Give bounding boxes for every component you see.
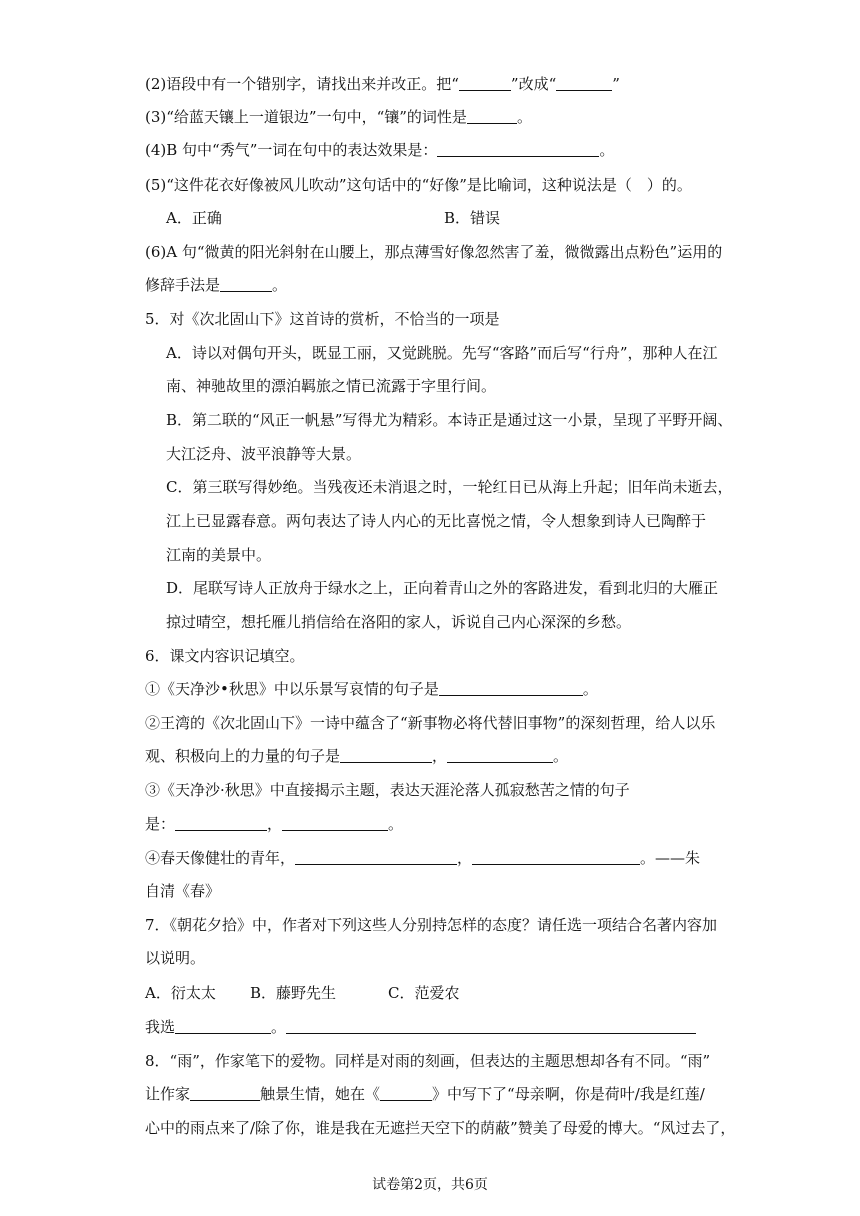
blank[interactable] xyxy=(175,1018,271,1034)
blank[interactable] xyxy=(220,276,272,292)
q6-item3-line2: 是： ， 。 xyxy=(145,815,404,833)
q7-stem-line1: 7．《朝花夕拾》中，作者对下列这些人分别持怎样的态度？请任选一项结合名著内容加 xyxy=(145,916,718,934)
q4-sub3: (3)“给蓝天镶上一道银边”一句中，“镶”的词性是 。 xyxy=(145,108,532,126)
blank[interactable] xyxy=(286,1018,696,1034)
q7-option-b[interactable]: B．藤野先生 xyxy=(250,984,337,1002)
q6-item2-line1: ②王湾的《次北固山下》一诗中蕴含了“新事物必将代替旧事物”的深刻哲理，给人以乐 xyxy=(145,714,716,732)
q7-stem-line2: 以说明。 xyxy=(145,949,206,967)
q6-item3-line1: ③《天净沙·秋思》中直接揭示主题，表达天涯沦落人孤寂愁苦之情的句子 xyxy=(145,781,630,799)
blank[interactable] xyxy=(175,815,267,831)
q5-option-b-line2: 大江泛舟、波平浪静等大景。 xyxy=(166,445,362,463)
blank[interactable] xyxy=(295,849,457,865)
q6-stem: 6．课文内容识记填空。 xyxy=(145,647,305,665)
q5-option-a-line1[interactable]: A．诗以对偶句开头，既显工丽，又觉跳脱。先写“客路”而后写“行舟”，那种人在江 xyxy=(166,344,718,362)
blank[interactable] xyxy=(467,108,517,124)
q5-option-d-line1[interactable]: D．尾联写诗人正放舟于绿水之上，正向着青山之外的客路进发，看到北归的大雁正 xyxy=(166,579,719,597)
q6-item4-line1: ④春天像健壮的青年， ， 。——朱 xyxy=(145,849,701,867)
q5-option-c-line1[interactable]: C．第三联写得妙绝。当残夜还未消退之时，一轮红日已从海上升起；旧年尚未逝去， xyxy=(166,478,733,496)
q4-sub5-option-a[interactable]: A．正确 xyxy=(166,209,222,227)
blank[interactable] xyxy=(340,747,432,763)
blank[interactable] xyxy=(447,747,553,763)
q4-sub4: (4)B 句中“秀气”一词在句中的表达效果是： 。 xyxy=(145,141,615,159)
page-footer: 试卷第2页，共6页 xyxy=(372,1177,488,1193)
q5-option-b-line1[interactable]: B．第二联的“风正一帆悬”写得尤为精彩。本诗正是通过这一小景，呈现了平野开阔、 xyxy=(166,411,733,429)
blank[interactable] xyxy=(556,75,612,91)
q4-sub6-line2: 修辞手法是 。 xyxy=(145,276,288,294)
blank[interactable] xyxy=(282,815,388,831)
q4-sub5-option-b[interactable]: B．错误 xyxy=(444,209,501,227)
q8-line2: 让作家 触景生情，她在《 》中写下了“母亲啊，你是荷叶/我是红莲/ xyxy=(145,1085,705,1103)
q6-item4-line2: 自清《春》 xyxy=(145,882,221,900)
blank[interactable] xyxy=(439,680,583,696)
q5-stem: 5．对《次北固山下》这首诗的赏析，不恰当的一项是 xyxy=(145,310,500,328)
q5-option-c-line2: 江上已显露春意。两句表达了诗人内心的无比喜悦之情，令人想象到诗人已陶醉于 xyxy=(166,512,707,530)
q5-option-c-line3: 江南的美景中。 xyxy=(166,546,272,564)
blank[interactable] xyxy=(190,1085,260,1101)
q5-option-a-line2: 南、神驰故里的漂泊羁旅之情已流露于字里行间。 xyxy=(166,377,497,395)
blank[interactable] xyxy=(459,75,511,91)
q8-line1: 8．“雨”，作家笔下的爱物。同样是对雨的刻画，但表达的主题思想却各有不同。“雨” xyxy=(145,1052,711,1070)
blank[interactable] xyxy=(472,849,640,865)
q8-line3: 心中的雨点来了/除了你，谁是我在无遮拦天空下的荫蔽”赞美了母爱的博大。“风过去了， xyxy=(145,1119,736,1137)
blank[interactable] xyxy=(437,141,599,157)
q7-answer-line: 我选 。 xyxy=(145,1017,696,1037)
q4-sub6-line1: (6)A 句“微黄的阳光斜射在山腰上，那点薄雪好像忽然害了羞，微微露出点粉色”运用的 xyxy=(145,243,723,261)
q4-sub5: (5)“这件花衣好像被风儿吹动”这句话中的“好像”是比喻词，这种说法是（ ）的。 xyxy=(145,176,692,194)
q4-sub2: (2)语段中有一个错别字，请找出来并改正。把“ ”改成“ ” xyxy=(145,75,620,93)
q7-option-c[interactable]: C．范爱农 xyxy=(388,984,460,1002)
q7-option-a[interactable]: A．衍太太 xyxy=(145,984,216,1002)
blank[interactable] xyxy=(380,1085,432,1101)
q6-item2-line2: 观、积极向上的力量的句子是 ， 。 xyxy=(145,747,569,765)
q6-item1: ①《天净沙•秋思》中以乐景写哀情的句子是 。 xyxy=(145,680,598,698)
q5-option-d-line2: 掠过晴空，想托雁儿捎信给在洛阳的家人，诉说自己内心深深的乡愁。 xyxy=(166,613,632,631)
